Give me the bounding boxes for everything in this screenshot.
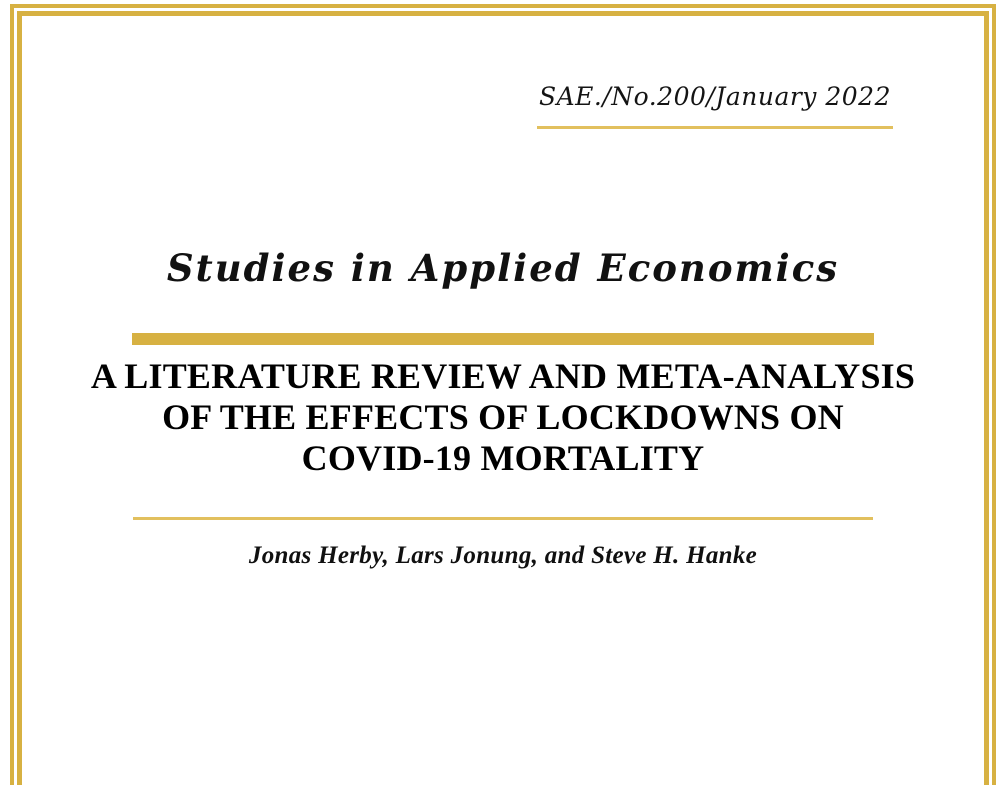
paper-title-line-1: A LITERATURE REVIEW AND META-ANALYSIS bbox=[90, 356, 916, 396]
series-masthead: Studies in Applied Economics bbox=[166, 246, 840, 290]
paper-title bbox=[17, 356, 989, 479]
paper-title-line-2: OF THE EFFECTS OF LOCKDOWNS ON bbox=[162, 397, 844, 437]
gold-thin-rule bbox=[133, 517, 873, 520]
paper-title-line-3: COVID-19 MORTALITY bbox=[301, 438, 705, 478]
authors-byline: Jonas Herby, Lars Jonung, and Steve H. Hanke bbox=[248, 542, 758, 569]
issue-number-label: SAE./No.200/January 2022 bbox=[537, 82, 893, 129]
page-content bbox=[17, 0, 989, 785]
gold-accent-bar bbox=[132, 333, 874, 345]
